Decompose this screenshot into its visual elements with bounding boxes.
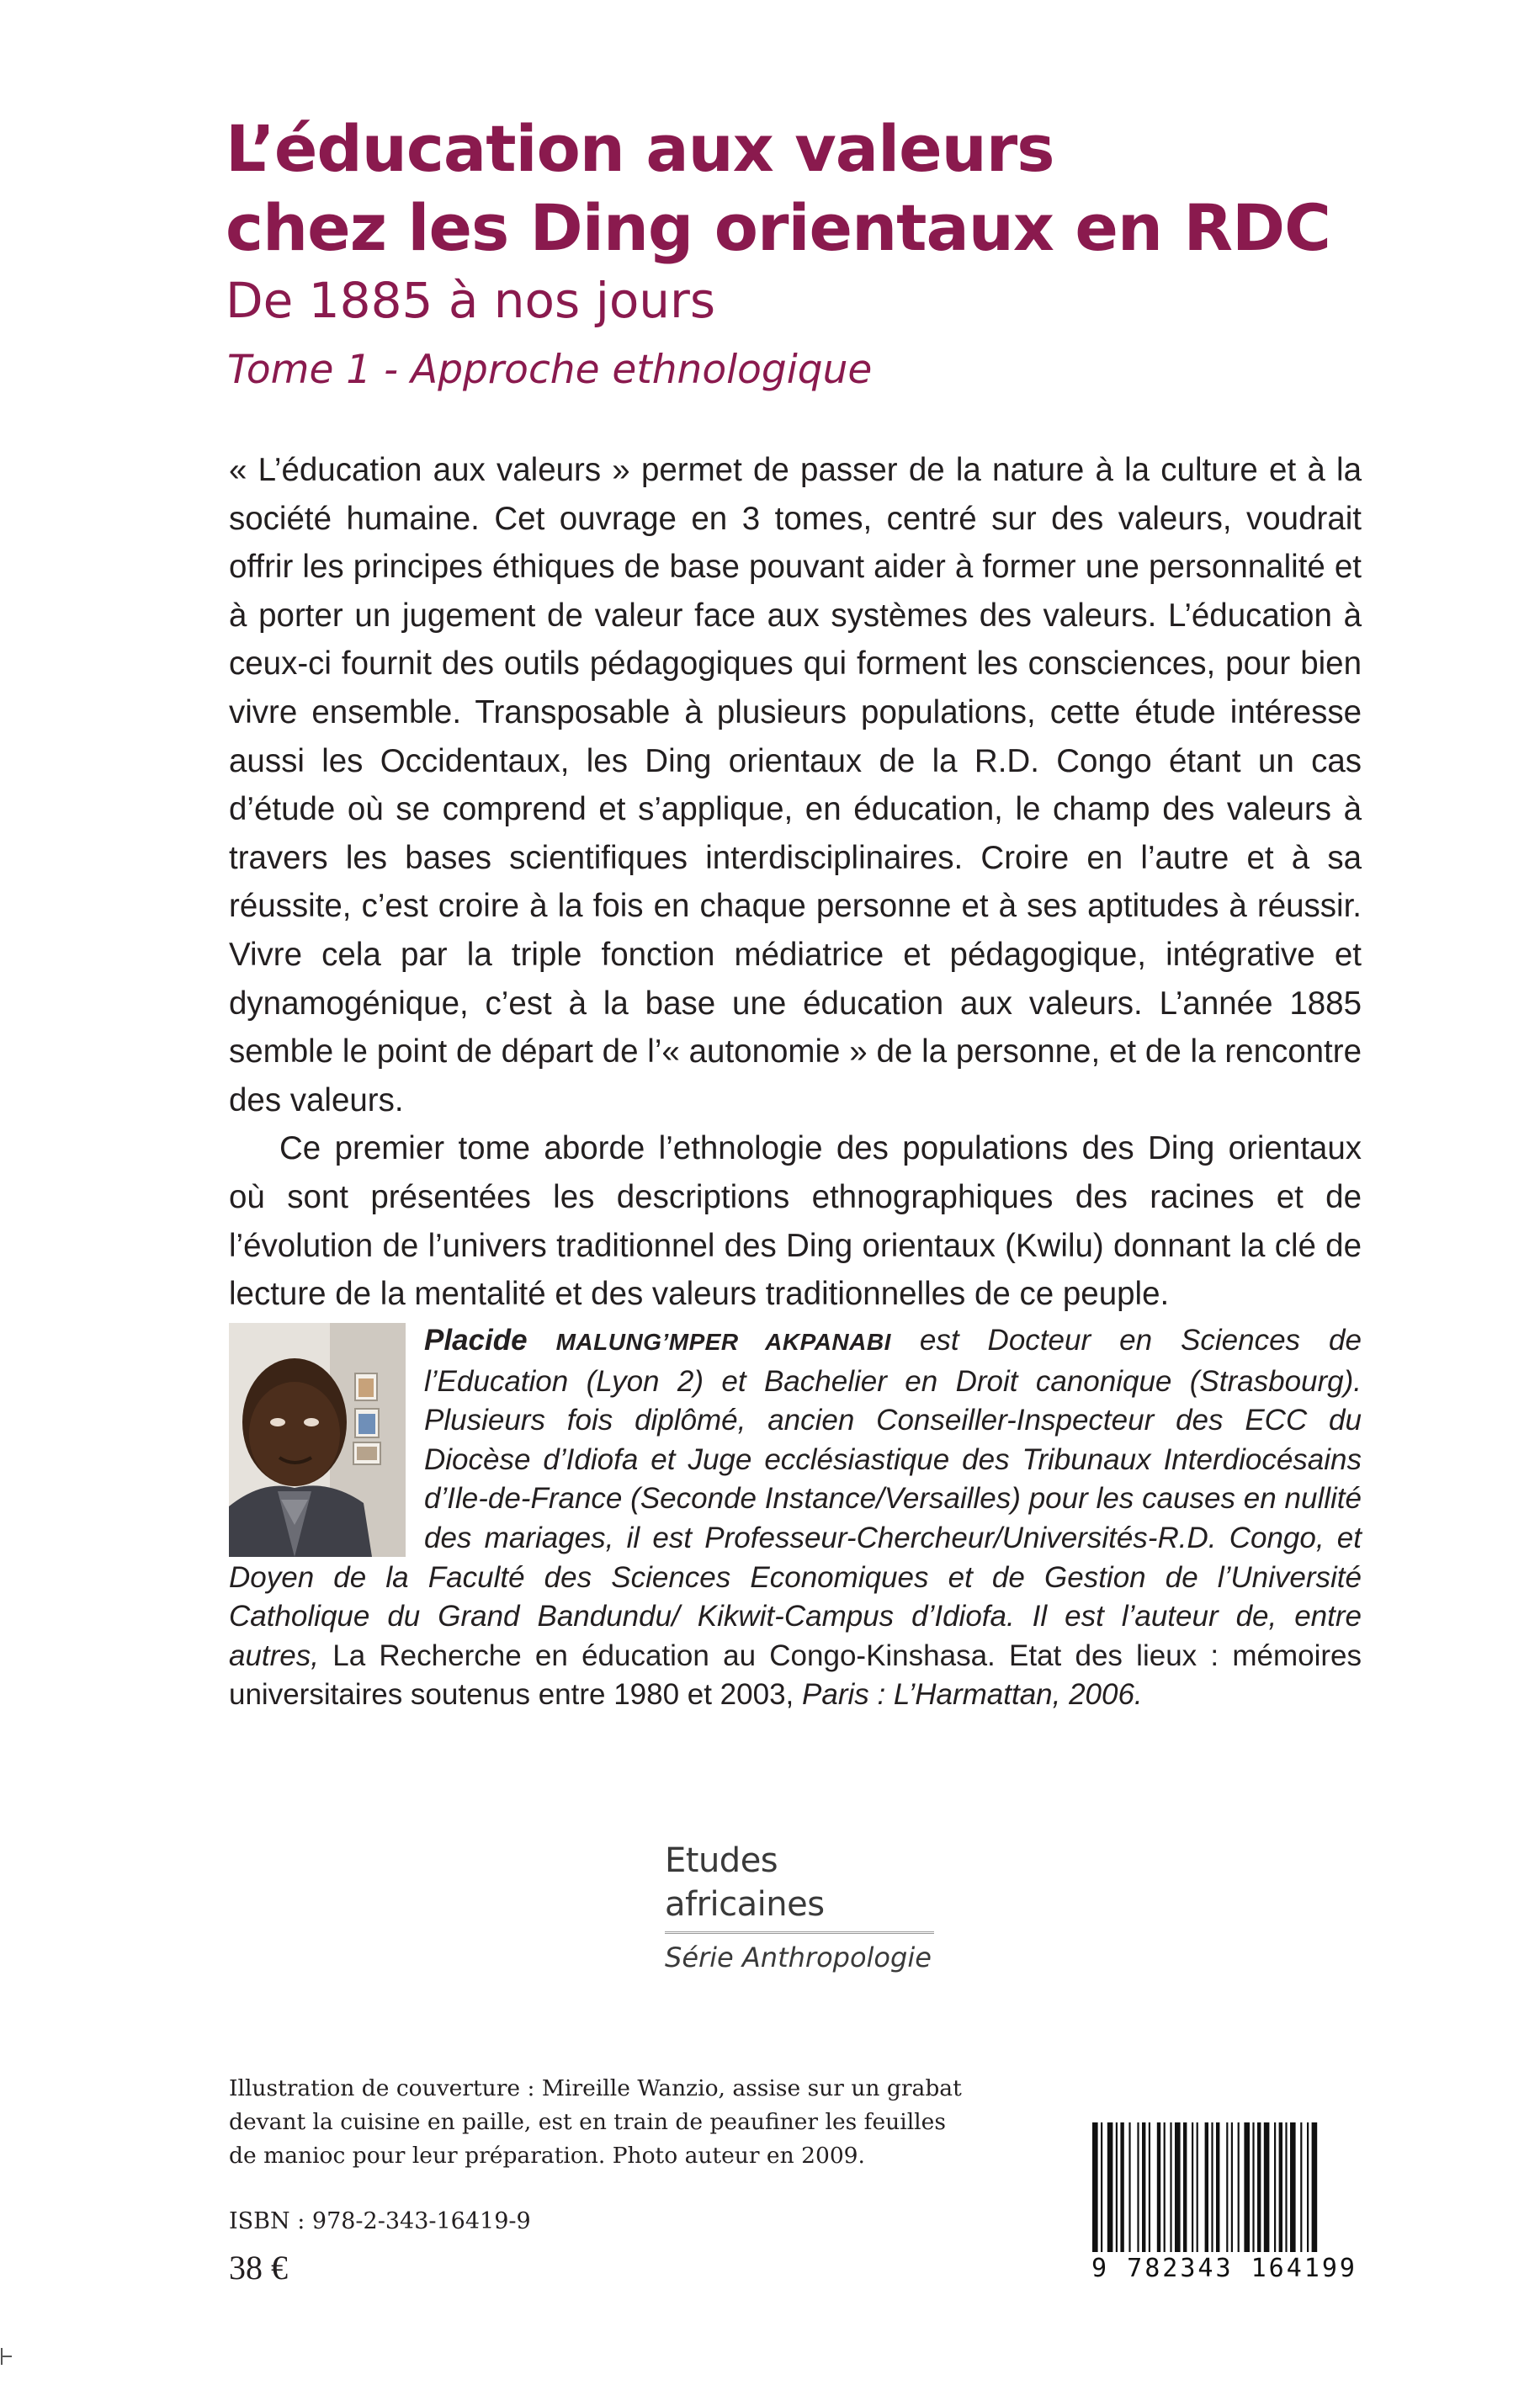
author-book-title: La Recherche en éducation au Congo-Kinshasa. Etat des lieux : mémoires universitaires soutenus entre 1980 et 2003, xyxy=(229,1639,1362,1712)
barcode-bar xyxy=(1120,2122,1123,2259)
author-first-name: Placide xyxy=(424,1324,528,1357)
credit-line-2: devant la cuisine en paille, est en train de peaufiner les feuilles xyxy=(229,2109,946,2135)
barcode-bar xyxy=(1107,2122,1113,2259)
barcode-bar xyxy=(1252,2122,1254,2259)
author-bio-publisher: Paris : L’Harmattan, 2006. xyxy=(794,1678,1143,1712)
blurb-paragraph-1: « L’éducation aux valeurs » permet de passer de la nature à la culture et à la société humaine. Cet ouvrage en 3 tomes, centré sur des valeurs, voudrait offrir les principes éthiques de base pouvant aider à former une personnalité et à porter un jugement de valeur face aux systèmes des valeurs. L’éducation à ceux-ci fournit des outils pédagogiques qui forment les consciences, pour bien vivre ensemble. Transposable à plusieurs populations, cette étude intéresse aussi les Occidentaux, les Ding orientaux de la R.D. Congo étant un cas d’étude où se comprend et s’applique, en éducation, le champ des valeurs à travers les bases scientifiques interdisciplinaires. Croire en l’autre et à sa réussite, c’est croire à la fois en chaque personne et à ses aptitudes à réussir. Vivre cela par la triple fonction médiatrice et pédagogique, intégrative et dynamogénique, c’est à la base une éducation aux valeurs. L’année 1885 semble le point de départ de l’« autonomie » de la personne, et de la rencontre des valeurs. xyxy=(229,452,1362,1118)
barcode-bar xyxy=(1142,2122,1145,2259)
barcode-bar xyxy=(1197,2122,1198,2259)
barcode-bar xyxy=(1116,2122,1118,2259)
credit-line-3: de manioc pour leur préparation. Photo auteur en 2009. xyxy=(229,2143,865,2169)
barcode-bar xyxy=(1192,2122,1193,2259)
title-line-2: chez les Ding orientaux en RDC xyxy=(226,190,1330,265)
barcode xyxy=(1086,2122,1363,2287)
barcode-bar xyxy=(1211,2122,1213,2259)
barcode-bar xyxy=(1101,2122,1102,2259)
barcode-bar xyxy=(1137,2122,1139,2259)
collection-block xyxy=(665,1839,934,1976)
barcode-digits: 9 782343 164199 xyxy=(1086,2252,1363,2286)
barcode-bar xyxy=(1238,2122,1240,2259)
collection-name: Etudes africaines xyxy=(665,1839,934,1934)
barcode-bar xyxy=(1092,2122,1098,2259)
barcode-bar xyxy=(1157,2122,1160,2259)
barcode-bar xyxy=(1307,2122,1309,2259)
back-cover-blurb xyxy=(229,446,1362,1319)
barcode-bar xyxy=(1244,2122,1250,2259)
author-surname: MALUNG’MPER AKPANABI xyxy=(555,1329,891,1355)
barcode-bar xyxy=(1257,2122,1261,2259)
barcode-bar xyxy=(1312,2122,1318,2259)
collection-series: Série Anthropologie xyxy=(665,1941,932,1973)
blurb-paragraph-2: Ce premier tome aborde l’ethnologie des populations des Ding orientaux où sont présentées les descriptions ethnographiques des racines et de l’évolution de l’univers traditionnel des Ding orientaux (Kwilu) donnant la clé de lecture de la mentalité et des valeurs traditionnelles de ce peuple. xyxy=(229,1130,1362,1313)
barcode-bar xyxy=(1226,2122,1228,2259)
barcode-bars xyxy=(1086,2122,1363,2259)
barcode-bar xyxy=(1175,2122,1181,2259)
tome-label: Tome 1 - Approche ethnologique xyxy=(227,347,873,393)
author-bio-text: est Docteur en Sciences de l’Education (Lyon 2) et Bachelier en Droit canonique (Strasbourg). Plusieurs fois diplômé, ancien Conseiller-Inspecteur des ECC du Diocèse d’Idiofa et Juge ecclésiastique des Tribunaux Interdiocésains d’Ile-de-France (Seconde Instance/Versailles) pour les causes en nullité des mariages, il est Professeur-Chercheur/Universités-R.D. Congo, et Doyen de la Faculté des Sciences Economiques et de Gestion de l’Université Catholique du Grand Bandundu/ Kikwit-Campus d’Idiofa. Il est l’auteur de, entre autres, xyxy=(229,1324,1362,1672)
barcode-bar xyxy=(1285,2122,1287,2259)
credit-line-1: Illustration de couverture : Mireille Wanzio, assise sur un grabat xyxy=(229,2075,962,2101)
barcode-bar xyxy=(1164,2122,1166,2259)
corner-mark xyxy=(0,2346,13,2366)
book-subtitle: De 1885 à nos jours xyxy=(226,272,716,329)
author-biography xyxy=(229,1321,1362,1715)
isbn: ISBN : 978-2-343-16419-9 xyxy=(229,2208,531,2234)
barcode-bar xyxy=(1128,2122,1130,2259)
barcode-bar xyxy=(1274,2122,1276,2259)
barcode-bar xyxy=(1170,2122,1171,2259)
barcode-bar xyxy=(1216,2122,1219,2259)
barcode-bar xyxy=(1183,2122,1187,2259)
photo-spacer xyxy=(229,1321,424,1555)
book-title xyxy=(226,109,1404,268)
barcode-bar xyxy=(1279,2122,1282,2259)
barcode-bar xyxy=(1231,2122,1233,2259)
barcode-bar xyxy=(1264,2122,1270,2259)
barcode-bar xyxy=(1149,2122,1150,2259)
barcode-bar xyxy=(1300,2122,1302,2259)
title-line-1: L’éducation aux valeurs xyxy=(226,111,1054,186)
price: 38 € xyxy=(229,2249,288,2287)
barcode-bar xyxy=(1290,2122,1296,2259)
cover-credit xyxy=(229,2072,986,2173)
barcode-bar xyxy=(1205,2122,1208,2259)
